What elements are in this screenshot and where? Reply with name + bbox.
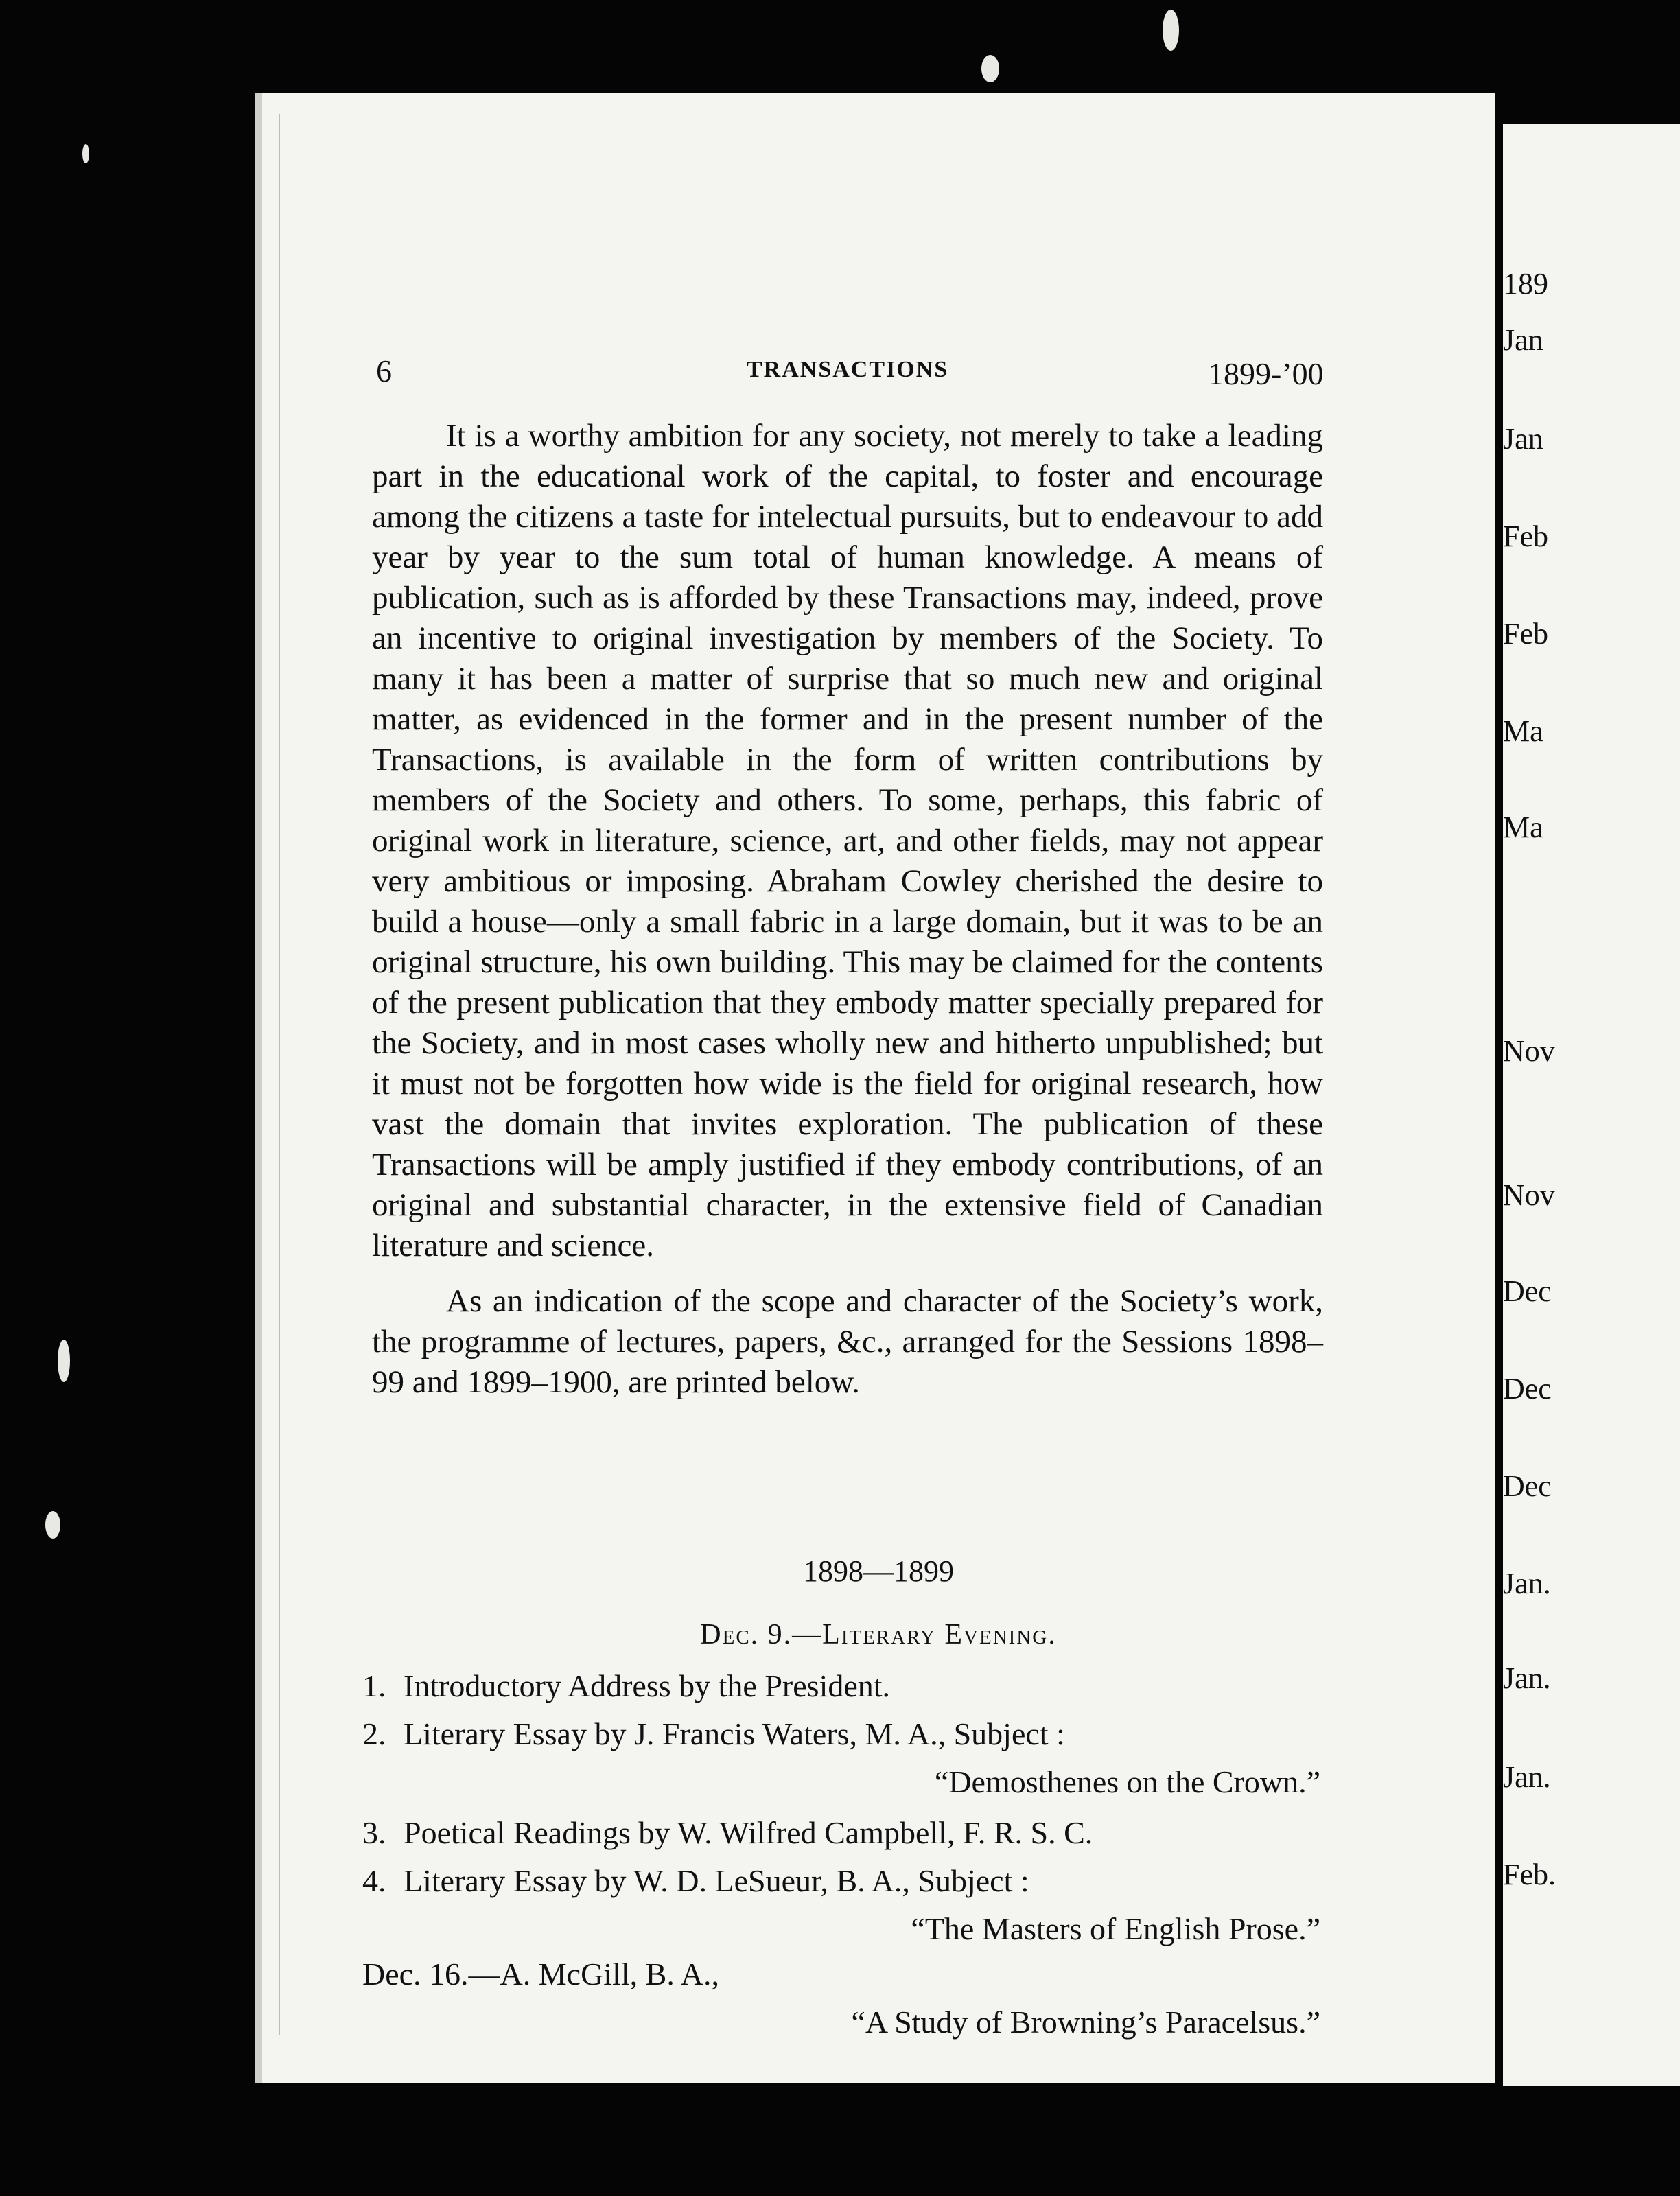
programme-list [362, 1668, 1337, 2049]
programme-item [362, 1668, 1337, 1716]
programme-item [362, 1716, 1337, 1764]
item-text: Introductory Address by the President. [404, 1668, 891, 1703]
item-number: 1. [362, 1668, 386, 1703]
facing-label: Dec [1503, 1469, 1552, 1503]
item-subject: “The Masters of English Prose.” [911, 1911, 1320, 1946]
facing-label: Feb [1503, 617, 1548, 651]
facing-page-labels [1503, 124, 1680, 2086]
facing-label: Nov [1503, 1034, 1555, 1068]
item-number: 3. [362, 1815, 386, 1850]
body-text [372, 416, 1323, 1403]
page-number: 6 [376, 353, 392, 388]
scan-speck [1163, 10, 1179, 51]
session-heading: 1898—1899 [803, 1554, 954, 1588]
facing-label: Jan. [1503, 1760, 1551, 1794]
book-page [255, 93, 1495, 2083]
item-subject: “Demosthenes on the Crown.” [934, 1764, 1320, 1799]
dec16-line: Dec. 16.—A. McGill, B. A., [362, 1956, 720, 1991]
paragraph-ambition: It is a worthy ambition for any society, not merely to take a leading part in the educational work of the capital, to foster and encourage among the citizens a taste for intelectual pursuits, but to endeavour to add year by year to the sum total of human knowledge. A means of publication, such as is afforded by these Transactions may, indeed, prove an incentive to original investigation by members of the Society. To many it has been a matter of surprise that so much new and original matter, as evidenced in the former and in the present number of the Transactions, is available in the form of written contributions by members of the Society and others. To some, perhaps, this fabric of original work in literature, science, art, and other fields, may not appear very ambitious or imposing. Abraham Cowley cherished the desire to build a house—only a small fabric in a large domain, but it was to be an original structure, his own building. This may be claimed for the contents of the present publication that they embody matter specially prepared for the Society, and in most cases wholly new and hitherto unpublished; but it must not be forgotten how wide is the field for original research, how vast the domain that invites exploration. The publication of these Transactions will be amply justified if they embody contributions, of an original and substantial character, in the extensive field of Canadian literature and science. [372, 418, 1323, 1263]
item-text: Poetical Readings by W. Wilfred Campbell, F. R. S. C. [404, 1815, 1093, 1850]
item-number: 2. [362, 1716, 386, 1751]
programme-item [362, 1862, 1337, 1911]
facing-label: Feb [1503, 519, 1548, 553]
facing-label: Nov [1503, 1178, 1555, 1212]
scan-speck [981, 55, 999, 82]
evening-heading: Dec. 9.—Literary Evening. [700, 1619, 1057, 1650]
facing-label: Feb. [1503, 1858, 1556, 1891]
facing-page-fragment [1503, 124, 1680, 2086]
scan-speck [45, 1511, 60, 1539]
item-text: Literary Essay by J. Francis Waters, M. A., Subject : [404, 1716, 1065, 1751]
scan-speck [82, 144, 89, 163]
facing-label: Jan. [1503, 1567, 1551, 1600]
page-edge-line [279, 114, 280, 2035]
facing-label: Dec [1503, 1372, 1552, 1405]
programme-item [362, 1814, 1337, 1862]
dec16-subject: “A Study of Browning’s Paracelsus.” [851, 2005, 1320, 2040]
facing-label: Ma [1503, 714, 1543, 748]
header-year: 1899-’00 [1208, 356, 1324, 391]
facing-label: Jan [1503, 323, 1543, 357]
facing-label: Ma [1503, 810, 1543, 844]
item-number: 4. [362, 1863, 386, 1898]
scan-speck [58, 1340, 70, 1382]
programme-item-dec16 [362, 1956, 1337, 2004]
facing-label: Jan [1503, 422, 1543, 456]
running-title: TRANSACTIONS [747, 357, 949, 382]
facing-label: Dec [1503, 1274, 1552, 1308]
facing-label: Jan. [1503, 1661, 1551, 1695]
item-text: Literary Essay by W. D. LeSueur, B. A., Subject : [404, 1863, 1029, 1898]
paragraph-scope: As an indication of the scope and character of the Society’s work, the programme of lectures, papers, &c., arranged for the Sessions 1898–99 and 1899–1900, are printed below. [372, 1283, 1323, 1400]
facing-label: 189 [1503, 267, 1548, 301]
